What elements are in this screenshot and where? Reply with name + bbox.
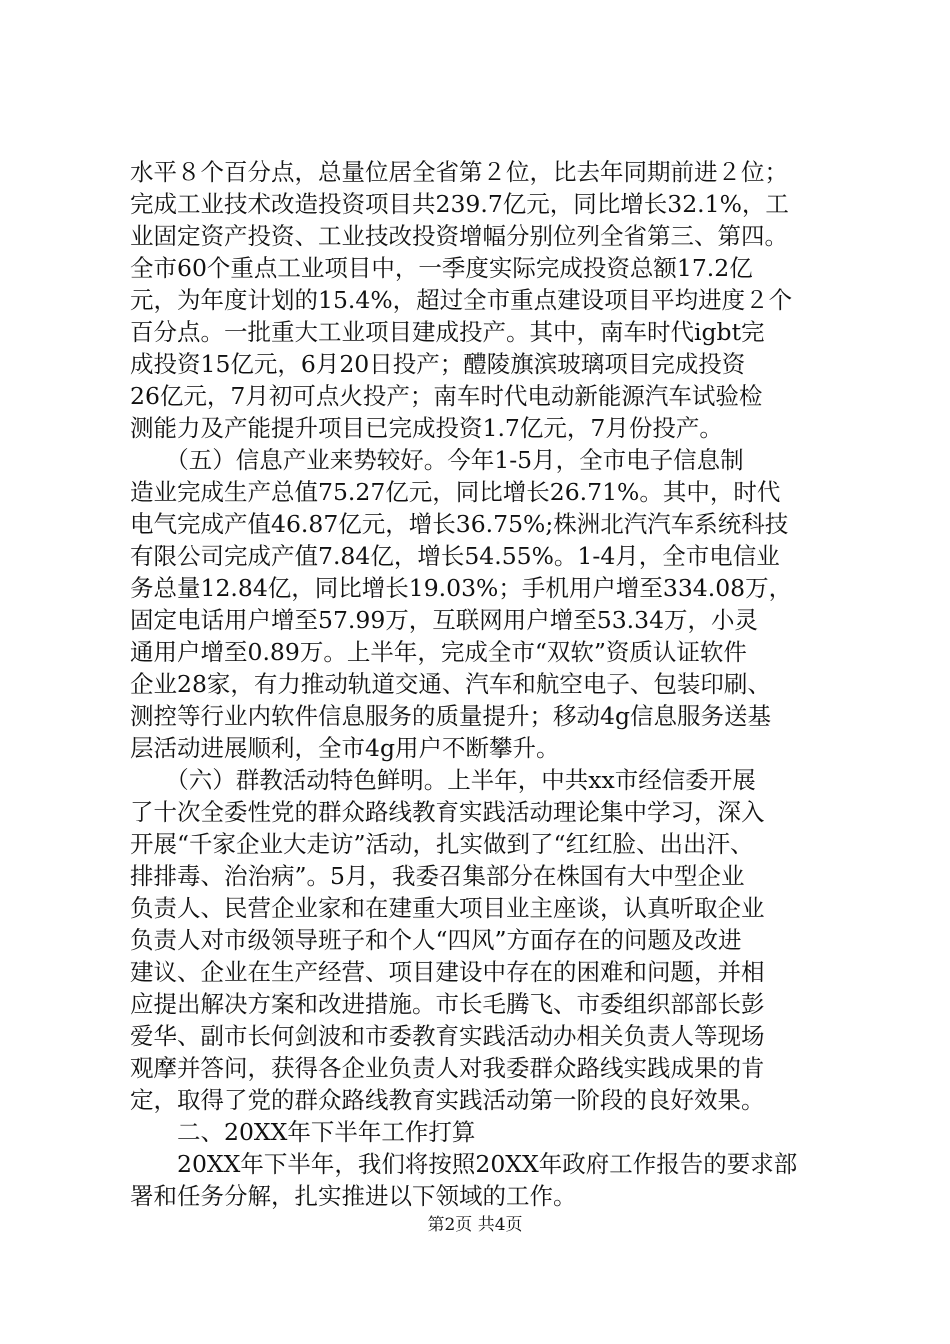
text-line: 观摩并答问，获得各企业负责人对我委群众路线实践成果的肯: [130, 1054, 765, 1082]
text-line: 负责人对市级领导班子和个人“四风”方面存在的问题及改进: [130, 926, 742, 954]
text-line: 应提出解决方案和改进措施。市长毛腾飞、市委组织部部长彭: [130, 990, 765, 1018]
text-line: 测控等行业内软件信息服务的质量提升；移动4g信息服务送基: [130, 702, 771, 730]
text-line: （五）信息产业来势较好。今年1-5月，全市电子信息制: [130, 446, 744, 474]
text-line: 务总量12.84亿，同比增长19.03%；手机用户增至334.08万，: [130, 574, 793, 602]
text-line: 成投资15亿元，6月20日投产；醴陵旗滨玻璃项目完成投资: [130, 350, 746, 378]
text-line: 署和任务分解，扎实推进以下领域的工作。: [130, 1182, 577, 1210]
text-line: 了十次全委性党的群众路线教育实践活动理论集中学习，深入: [130, 798, 765, 826]
page-number-footer: 第2页 共4页: [427, 1215, 523, 1235]
text-line: 爱华、副市长何剑波和市委教育实践活动办相关负责人等现场: [130, 1022, 765, 1050]
text-line: 固定电话用户增至57.99万，互联网用户增至53.34万，小灵: [130, 606, 759, 634]
text-line: 负责人、民营企业家和在建重大项目业主座谈，认真听取企业: [130, 894, 765, 922]
text-line: 全市60个重点工业项目中，一季度实际完成投资总额17.2亿: [130, 254, 753, 282]
text-line: 完成工业技术改造投资项目共239.7亿元，同比增长32.1%，工: [130, 190, 789, 218]
text-line: 层活动进展顺利，全市4g用户不断攀升。: [130, 734, 560, 762]
text-line: 20XX年下半年，我们将按照20XX年政府工作报告的要求部: [130, 1150, 798, 1178]
text-line: 有限公司完成产值7.84亿，增长54.55%。1-4月，全市电信业: [130, 542, 780, 570]
text-line: 26亿元，7月初可点火投产；南车时代电动新能源汽车试验检: [130, 382, 763, 410]
section-heading: 二、20XX年下半年工作打算: [130, 1118, 476, 1146]
text-line: 建议、企业在生产经营、项目建设中存在的困难和问题，并相: [130, 958, 765, 986]
text-line: 定，取得了党的群众路线教育实践活动第一阶段的良好效果。: [130, 1086, 765, 1114]
document-body: [130, 156, 830, 1212]
text-line: 电气完成产值46.87亿元，增长36.75%;株洲北汽汽车系统科技: [130, 510, 789, 538]
text-line: （六）群教活动特色鲜明。上半年，中共xx市经信委开展: [130, 766, 756, 794]
text-line: 业固定资产投资、工业技改投资增幅分别位列全省第三、第四。: [130, 222, 788, 250]
text-line: 水平８个百分点，总量位居全省第２位，比去年同期前进２位；: [130, 158, 788, 186]
text-line: 企业28家，有力推动轨道交通、汽车和航空电子、包装印刷、: [130, 670, 771, 698]
text-line: 排排毒、治治病”。5月，我委召集部分在株国有大中型企业: [130, 862, 745, 890]
text-line: 开展“千家企业大走访”活动，扎实做到了“红红脸、出出汗、: [130, 830, 754, 858]
text-line: 百分点。一批重大工业项目建成投产。其中，南车时代igbt完: [130, 318, 765, 346]
text-line: 元，为年度计划的15.4%，超过全市重点建设项目平均进度２个: [130, 286, 793, 314]
text-line: 测能力及产能提升项目已完成投资1.7亿元，7月份投产。: [130, 414, 723, 442]
text-line: 通用户增至0.89万。上半年，完成全市“双软”资质认证软件: [130, 638, 747, 666]
text-line: 造业完成生产总值75.27亿元，同比增长26.71%。其中，时代: [130, 478, 781, 506]
